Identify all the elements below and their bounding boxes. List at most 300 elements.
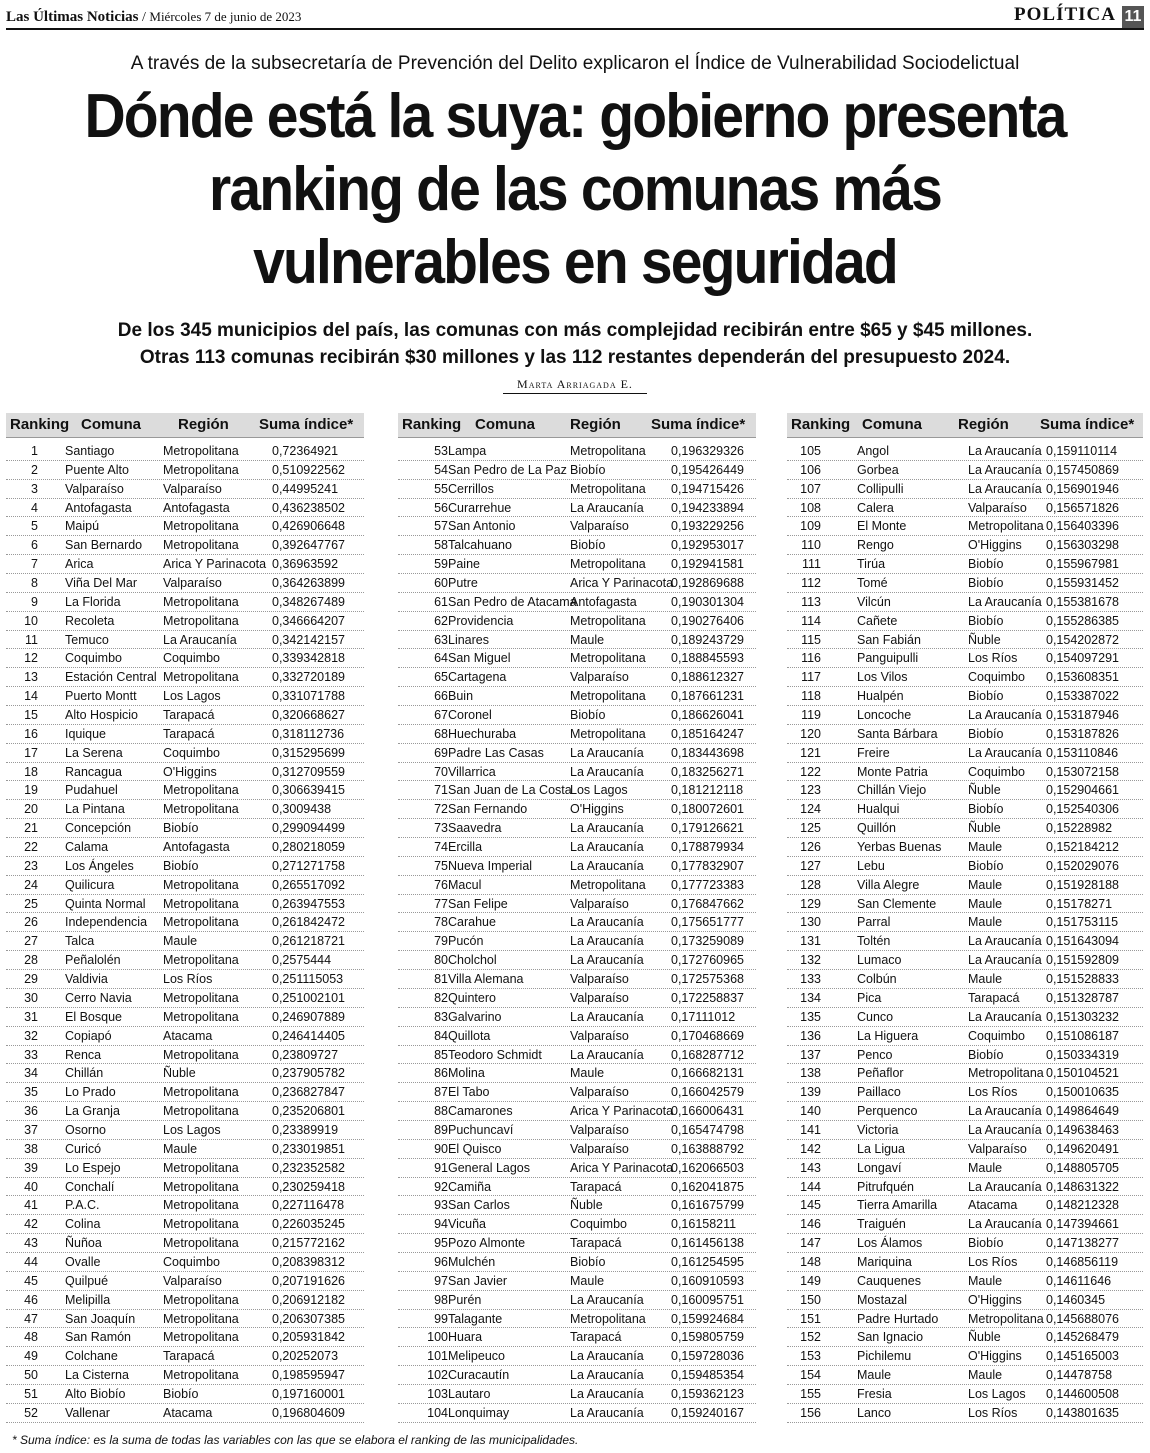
region-cell: Metropolitana <box>163 1236 239 1251</box>
index-cell: 0,205931842 <box>272 1330 345 1345</box>
index-cell: 0,299094499 <box>272 821 345 836</box>
comuna-cell: Los Álamos <box>857 1236 923 1251</box>
table-row <box>6 1121 364 1140</box>
comuna-cell: Fresia <box>857 1386 892 1401</box>
comuna-cell: Parral <box>857 915 891 930</box>
rank-cell: 93 <box>434 1198 448 1213</box>
rank-cell: 152 <box>800 1330 821 1345</box>
region-cell: La Araucanía <box>570 764 644 779</box>
index-cell: 0,155286385 <box>1046 613 1119 628</box>
rank-cell: 153 <box>800 1349 821 1364</box>
index-cell: 0,23809727 <box>272 1047 339 1062</box>
rank-cell: 91 <box>434 1160 448 1175</box>
index-cell: 0,151086187 <box>1046 1028 1119 1043</box>
rank-cell: 62 <box>434 613 448 628</box>
comuna-cell: San Javier <box>448 1273 508 1288</box>
comuna-cell: San Antonio <box>448 519 516 534</box>
index-cell: 0,208398312 <box>272 1254 345 1269</box>
region-cell: Metropolitana <box>163 1368 239 1383</box>
comuna-cell: Lo Espejo <box>65 1160 121 1175</box>
rank-cell: 83 <box>434 1009 448 1024</box>
rank-cell: 95 <box>434 1236 448 1251</box>
article-kicker: A través de la subsecretaría de Prevención del Delito explicaron el Índice de Vulnerabilidad Sociodelictual <box>130 53 1020 74</box>
comuna-cell: Colchane <box>65 1349 118 1364</box>
rank-cell: 22 <box>24 840 38 855</box>
column-header: Ranking <box>791 416 851 433</box>
index-cell: 0,20252073 <box>272 1349 339 1364</box>
region-cell: Los Lagos <box>570 783 628 798</box>
table-row <box>6 555 364 574</box>
region-cell: Los Ríos <box>968 651 1018 666</box>
table-row <box>398 838 756 857</box>
table-row <box>787 781 1143 800</box>
table-row <box>6 1196 364 1215</box>
deck-line: Otras 113 comunas recibirán $30 millones y las 112 restantes dependerán del presupuesto 2024. <box>139 347 1011 368</box>
region-cell: La Araucanía <box>968 1179 1042 1194</box>
rank-cell: 100 <box>427 1330 448 1345</box>
index-cell: 0,151303232 <box>1046 1009 1119 1024</box>
article-headline <box>64 80 1085 299</box>
region-cell: Metropolitana <box>163 1217 239 1232</box>
comuna-cell: La Cisterna <box>65 1368 129 1383</box>
footnote: * Suma índice: es la suma de todas las variables con las que se elabora el ranking de las municipalidades. <box>12 1433 579 1447</box>
table-row <box>787 800 1143 819</box>
rank-cell: 88 <box>434 1104 448 1119</box>
table-row <box>787 555 1143 574</box>
comuna-cell: Pica <box>857 990 882 1005</box>
index-cell: 0,232352582 <box>272 1160 345 1175</box>
index-cell: 0,166006431 <box>671 1104 744 1119</box>
rank-cell: 156 <box>800 1405 821 1420</box>
index-cell: 0,156303298 <box>1046 538 1119 553</box>
comuna-cell: Pudahuel <box>65 783 118 798</box>
rank-cell: 131 <box>800 934 821 949</box>
rank-cell: 145 <box>800 1198 821 1213</box>
comuna-cell: Lebu <box>857 858 885 873</box>
comuna-cell: Lonquimay <box>448 1405 510 1420</box>
comuna-cell: Gorbea <box>857 462 899 477</box>
region-cell: Metropolitana <box>163 444 239 458</box>
index-cell: 0,195426449 <box>671 462 744 477</box>
comuna-cell: Ovalle <box>65 1254 101 1269</box>
region-cell: Los Lagos <box>968 1386 1026 1401</box>
comuna-cell: Colbún <box>857 972 897 987</box>
index-cell: 0,192869688 <box>671 576 744 591</box>
comuna-cell: San Pedro de La Paz <box>448 462 567 477</box>
region-cell: Antofagasta <box>163 500 230 515</box>
rank-cell: 97 <box>434 1273 448 1288</box>
index-cell: 0,185164247 <box>671 726 744 741</box>
rank-cell: 24 <box>24 877 38 892</box>
table-row <box>6 781 364 800</box>
table-row <box>787 1159 1143 1178</box>
comuna-cell: Lumaco <box>857 953 902 968</box>
comuna-cell: Paine <box>448 557 480 572</box>
region-cell: Tarapacá <box>570 1236 622 1251</box>
index-cell: 0,155967981 <box>1046 557 1119 572</box>
table-header <box>6 413 364 438</box>
region-cell: Valparaíso <box>570 519 629 534</box>
region-cell: Arica Y Parinacota <box>570 576 674 591</box>
region-cell: Biobío <box>570 708 606 723</box>
rank-cell: 90 <box>434 1141 448 1156</box>
region-cell: Valparaíso <box>163 481 222 496</box>
comuna-cell: Alto Biobío <box>65 1386 126 1401</box>
comuna-cell: La Florida <box>65 594 121 609</box>
rank-cell: 115 <box>801 632 821 647</box>
table-row <box>6 951 364 970</box>
index-cell: 0,215772162 <box>272 1236 345 1251</box>
region-cell: Biobío <box>163 858 199 873</box>
index-cell: 0,149638463 <box>1046 1122 1119 1137</box>
masthead <box>6 9 301 26</box>
index-cell: 0,15228982 <box>1046 821 1113 836</box>
index-cell: 0,173259089 <box>671 934 744 949</box>
rank-cell: 11 <box>25 632 38 647</box>
index-cell: 0,36963592 <box>272 557 339 572</box>
region-cell: Maule <box>968 1368 1003 1383</box>
region-cell: La Araucanía <box>968 481 1042 496</box>
rank-cell: 36 <box>24 1104 38 1119</box>
rank-cell: 40 <box>24 1179 38 1194</box>
index-cell: 0,148805705 <box>1046 1160 1119 1175</box>
table-row <box>787 1385 1143 1404</box>
index-cell: 0,150010635 <box>1046 1085 1119 1100</box>
rank-cell: 70 <box>434 764 448 779</box>
region-cell: Coquimbo <box>570 1217 627 1232</box>
index-cell: 0,236827847 <box>272 1085 345 1100</box>
comuna-cell: Hualpén <box>857 689 904 704</box>
region-cell: Metropolitana <box>163 1104 239 1119</box>
index-cell: 0,192941581 <box>671 557 744 572</box>
index-cell: 0,152029076 <box>1046 858 1119 873</box>
index-cell: 0,156571826 <box>1046 500 1119 515</box>
index-cell: 0,159485354 <box>671 1368 744 1383</box>
table-row <box>6 857 364 876</box>
region-cell: Metropolitana <box>163 990 239 1005</box>
table-row <box>787 499 1143 518</box>
index-cell: 0,233019851 <box>272 1141 345 1156</box>
comuna-cell: Cauquenes <box>857 1273 921 1288</box>
rank-cell: 116 <box>801 651 821 666</box>
index-cell: 0,261842472 <box>272 915 345 930</box>
rank-cell: 79 <box>434 934 448 949</box>
region-cell: Los Ríos <box>968 1254 1018 1269</box>
comuna-cell: Cholchol <box>448 953 497 968</box>
comuna-cell: Pichilemu <box>857 1349 912 1364</box>
table-row <box>787 857 1143 876</box>
comuna-cell: Longaví <box>857 1160 902 1175</box>
index-cell: 0,237905782 <box>272 1066 345 1081</box>
region-cell: Maule <box>968 1273 1003 1288</box>
table-row <box>398 857 756 876</box>
region-cell: Tarapacá <box>570 1330 622 1345</box>
comuna-cell: Vicuña <box>448 1217 486 1232</box>
rank-cell: 4 <box>31 500 38 515</box>
rank-cell: 154 <box>800 1368 821 1383</box>
rank-cell: 14 <box>24 689 38 704</box>
comuna-cell: Loncoche <box>857 708 912 723</box>
comuna-cell: Mariquina <box>857 1254 912 1269</box>
comuna-cell: Maule <box>857 1368 892 1383</box>
index-cell: 0,177723383 <box>671 877 744 892</box>
index-cell: 0,14478758 <box>1046 1368 1113 1383</box>
index-cell: 0,180072601 <box>671 802 744 817</box>
comuna-cell: Calama <box>65 840 109 855</box>
region-cell: Tarapacá <box>163 726 215 741</box>
column-header: Región <box>958 416 1009 433</box>
rank-cell: 77 <box>434 896 448 911</box>
table-row <box>6 1046 364 1065</box>
table-row <box>6 876 364 895</box>
index-cell: 0,315295699 <box>272 745 345 760</box>
column-header: Suma índice* <box>259 416 354 433</box>
index-cell: 0,392647767 <box>272 538 345 553</box>
index-cell: 0,159805759 <box>671 1330 744 1345</box>
table-row <box>787 970 1143 989</box>
index-cell: 0,183443698 <box>671 745 744 760</box>
rank-cell: 127 <box>800 858 821 873</box>
rank-cell: 111 <box>801 557 821 572</box>
table-row <box>6 1291 364 1310</box>
region-cell: Los Lagos <box>163 689 221 704</box>
table-row <box>6 1159 364 1178</box>
region-cell: Metropolitana <box>163 1085 239 1100</box>
comuna-cell: Osorno <box>65 1122 106 1137</box>
comuna-cell: Coronel <box>448 708 492 723</box>
table-row <box>6 574 364 593</box>
rank-cell: 42 <box>24 1217 38 1232</box>
table-row <box>398 876 756 895</box>
comuna-cell: Pozo Almonte <box>448 1236 526 1251</box>
rank-cell: 119 <box>801 708 821 723</box>
rank-cell: 34 <box>24 1066 38 1081</box>
region-cell: Metropolitana <box>570 613 646 628</box>
rank-cell: 33 <box>24 1047 38 1062</box>
table-row <box>787 1046 1143 1065</box>
rank-cell: 98 <box>434 1292 448 1307</box>
region-cell: Biobío <box>968 802 1004 817</box>
table-row <box>6 517 364 536</box>
rank-cell: 51 <box>24 1386 38 1401</box>
rank-cell: 13 <box>24 670 38 685</box>
index-cell: 0,157450869 <box>1046 462 1119 477</box>
rank-cell: 27 <box>24 934 38 949</box>
region-cell: Coquimbo <box>163 1254 220 1269</box>
index-cell: 0,159728036 <box>671 1349 744 1364</box>
table-row <box>6 1215 364 1234</box>
rank-cell: 104 <box>427 1405 448 1420</box>
comuna-cell: Concepción <box>65 821 132 836</box>
rank-cell: 64 <box>434 651 448 666</box>
region-cell: Ñuble <box>570 1198 603 1213</box>
deck-line: De los 345 municipios del país, las comunas con más complejidad recibirán entre $65 y $45 millones. <box>117 320 1033 341</box>
rank-cell: 155 <box>800 1386 821 1401</box>
index-cell: 0,143801635 <box>1046 1405 1119 1420</box>
comuna-cell: Linares <box>448 632 489 647</box>
comuna-cell: Lo Prado <box>65 1085 116 1100</box>
table-row <box>398 1234 756 1253</box>
region-cell: Valparaíso <box>570 1141 629 1156</box>
rank-cell: 112 <box>801 576 821 591</box>
table-row <box>6 1366 364 1385</box>
rank-cell: 113 <box>801 594 821 609</box>
index-cell: 0,146856119 <box>1046 1254 1119 1269</box>
comuna-cell: Talca <box>65 934 95 949</box>
rank-cell: 126 <box>800 840 821 855</box>
table-row <box>6 838 364 857</box>
comuna-cell: Mostazal <box>857 1292 908 1307</box>
region-cell: Maule <box>968 840 1003 855</box>
rank-cell: 149 <box>800 1273 821 1288</box>
rank-cell: 132 <box>800 953 821 968</box>
comuna-cell: Cartagena <box>448 670 507 685</box>
index-cell: 0,193229256 <box>671 519 744 534</box>
region-cell: O'Higgins <box>570 802 624 817</box>
comuna-cell: La Higuera <box>857 1028 919 1043</box>
table-row <box>398 800 756 819</box>
comuna-cell: Quilicura <box>65 877 115 892</box>
rank-cell: 61 <box>434 594 448 609</box>
table-row <box>787 649 1143 668</box>
rank-cell: 87 <box>434 1085 448 1100</box>
rank-cell: 55 <box>434 481 448 496</box>
comuna-cell: Villa Alegre <box>857 877 920 892</box>
index-cell: 0,152184212 <box>1046 840 1119 855</box>
comuna-cell: Puerto Montt <box>65 689 137 704</box>
rank-cell: 86 <box>434 1066 448 1081</box>
region-cell: Biobío <box>968 689 1004 704</box>
index-cell: 0,246414405 <box>272 1028 345 1043</box>
table-row <box>787 1215 1143 1234</box>
comuna-cell: San Ignacio <box>857 1330 924 1345</box>
comuna-cell: La Serena <box>65 745 123 760</box>
index-cell: 0,190301304 <box>671 594 744 609</box>
index-cell: 0,155381678 <box>1046 594 1119 609</box>
comuna-cell: Hualqui <box>857 802 900 817</box>
region-cell: La Araucanía <box>163 632 237 647</box>
comuna-cell: Traiguén <box>857 1217 906 1232</box>
index-cell: 0,149620491 <box>1046 1141 1119 1156</box>
index-cell: 0,165474798 <box>671 1122 744 1137</box>
region-cell: Metropolitana <box>163 613 239 628</box>
column-header: Comuna <box>475 416 535 433</box>
region-cell: Metropolitana <box>163 1292 239 1307</box>
region-cell: Valparaíso <box>968 500 1027 515</box>
comuna-cell: Curarrehue <box>448 500 512 515</box>
rank-cell: 125 <box>800 821 821 836</box>
rank-cell: 151 <box>800 1311 821 1326</box>
index-cell: 0,2575444 <box>272 953 332 968</box>
comuna-cell: Saavedra <box>448 821 502 836</box>
comuna-cell: San Clemente <box>857 896 937 911</box>
index-cell: 0,187661231 <box>671 689 744 704</box>
rank-cell: 135 <box>800 1009 821 1024</box>
comuna-cell: Buin <box>448 689 474 704</box>
column-header: Región <box>570 416 621 433</box>
index-cell: 0,153072158 <box>1046 764 1119 779</box>
table-row <box>398 442 756 461</box>
headline-line: vulnerables en seguridad <box>253 228 897 297</box>
comuna-cell: Puente Alto <box>65 462 129 477</box>
table-row <box>398 913 756 932</box>
region-cell: La Araucanía <box>570 1368 644 1383</box>
comuna-cell: Calera <box>857 500 894 515</box>
index-cell: 0,226035245 <box>272 1217 345 1232</box>
rank-cell: 17 <box>24 745 38 760</box>
index-cell: 0,172760965 <box>671 953 744 968</box>
table-row <box>787 838 1143 857</box>
ranking-table-column-1 <box>6 413 364 1423</box>
table-row <box>6 989 364 1008</box>
region-cell: Valparaíso <box>570 972 629 987</box>
region-cell: Biobío <box>570 1254 606 1269</box>
region-cell: La Araucanía <box>570 745 644 760</box>
region-cell: Metropolitana <box>163 1330 239 1345</box>
comuna-cell: Iquique <box>65 726 107 741</box>
comuna-cell: San Fabián <box>857 632 921 647</box>
index-cell: 0,196329326 <box>671 444 744 458</box>
section-name: POLÍTICA <box>1014 4 1116 25</box>
comuna-cell: Pitrufquén <box>857 1179 914 1194</box>
region-cell: Coquimbo <box>163 745 220 760</box>
index-cell: 0,312709559 <box>272 764 345 779</box>
table-row <box>6 668 364 687</box>
rank-cell: 50 <box>24 1368 38 1383</box>
rank-cell: 92 <box>434 1179 448 1194</box>
comuna-cell: Panguipulli <box>857 651 919 666</box>
table-row <box>398 499 756 518</box>
index-cell: 0,152904661 <box>1046 783 1119 798</box>
table-row <box>398 932 756 951</box>
index-cell: 0,170468669 <box>671 1028 744 1043</box>
comuna-cell: Recoleta <box>65 613 115 628</box>
region-cell: Metropolitana <box>163 1311 239 1326</box>
comuna-cell: Tirúa <box>857 557 886 572</box>
index-cell: 0,188612327 <box>671 670 744 685</box>
region-cell: Maule <box>968 877 1003 892</box>
region-cell: Ñuble <box>968 783 1001 798</box>
table-row <box>787 1253 1143 1272</box>
region-cell: Metropolitana <box>163 783 239 798</box>
table-row <box>6 1083 364 1102</box>
comuna-cell: Santiago <box>65 444 115 458</box>
region-cell: Valparaíso <box>968 1141 1027 1156</box>
index-cell: 0,332720189 <box>272 670 345 685</box>
rank-cell: 136 <box>800 1028 821 1043</box>
ranking-table-column-3 <box>787 413 1143 1423</box>
region-cell: Los Ríos <box>163 972 213 987</box>
table-row <box>6 1140 364 1159</box>
table-row <box>6 1385 364 1404</box>
region-cell: Arica Y Parinacota <box>163 557 267 572</box>
index-cell: 0,15178271 <box>1046 896 1113 911</box>
table-row <box>6 1310 364 1329</box>
ranking-table-column-2 <box>398 413 756 1423</box>
index-cell: 0,346664207 <box>272 613 345 628</box>
region-cell: Biobío <box>968 726 1004 741</box>
index-cell: 0,72364921 <box>272 444 339 458</box>
region-cell: Biobío <box>570 462 606 477</box>
region-cell: O'Higgins <box>968 1292 1022 1307</box>
table-row <box>398 1159 756 1178</box>
region-cell: La Araucanía <box>968 934 1042 949</box>
rank-cell: 43 <box>24 1236 38 1251</box>
comuna-cell: Antofagasta <box>65 500 132 515</box>
index-cell: 0,151643094 <box>1046 934 1119 949</box>
index-cell: 0,161675799 <box>671 1198 744 1213</box>
comuna-cell: Curicó <box>65 1141 102 1156</box>
